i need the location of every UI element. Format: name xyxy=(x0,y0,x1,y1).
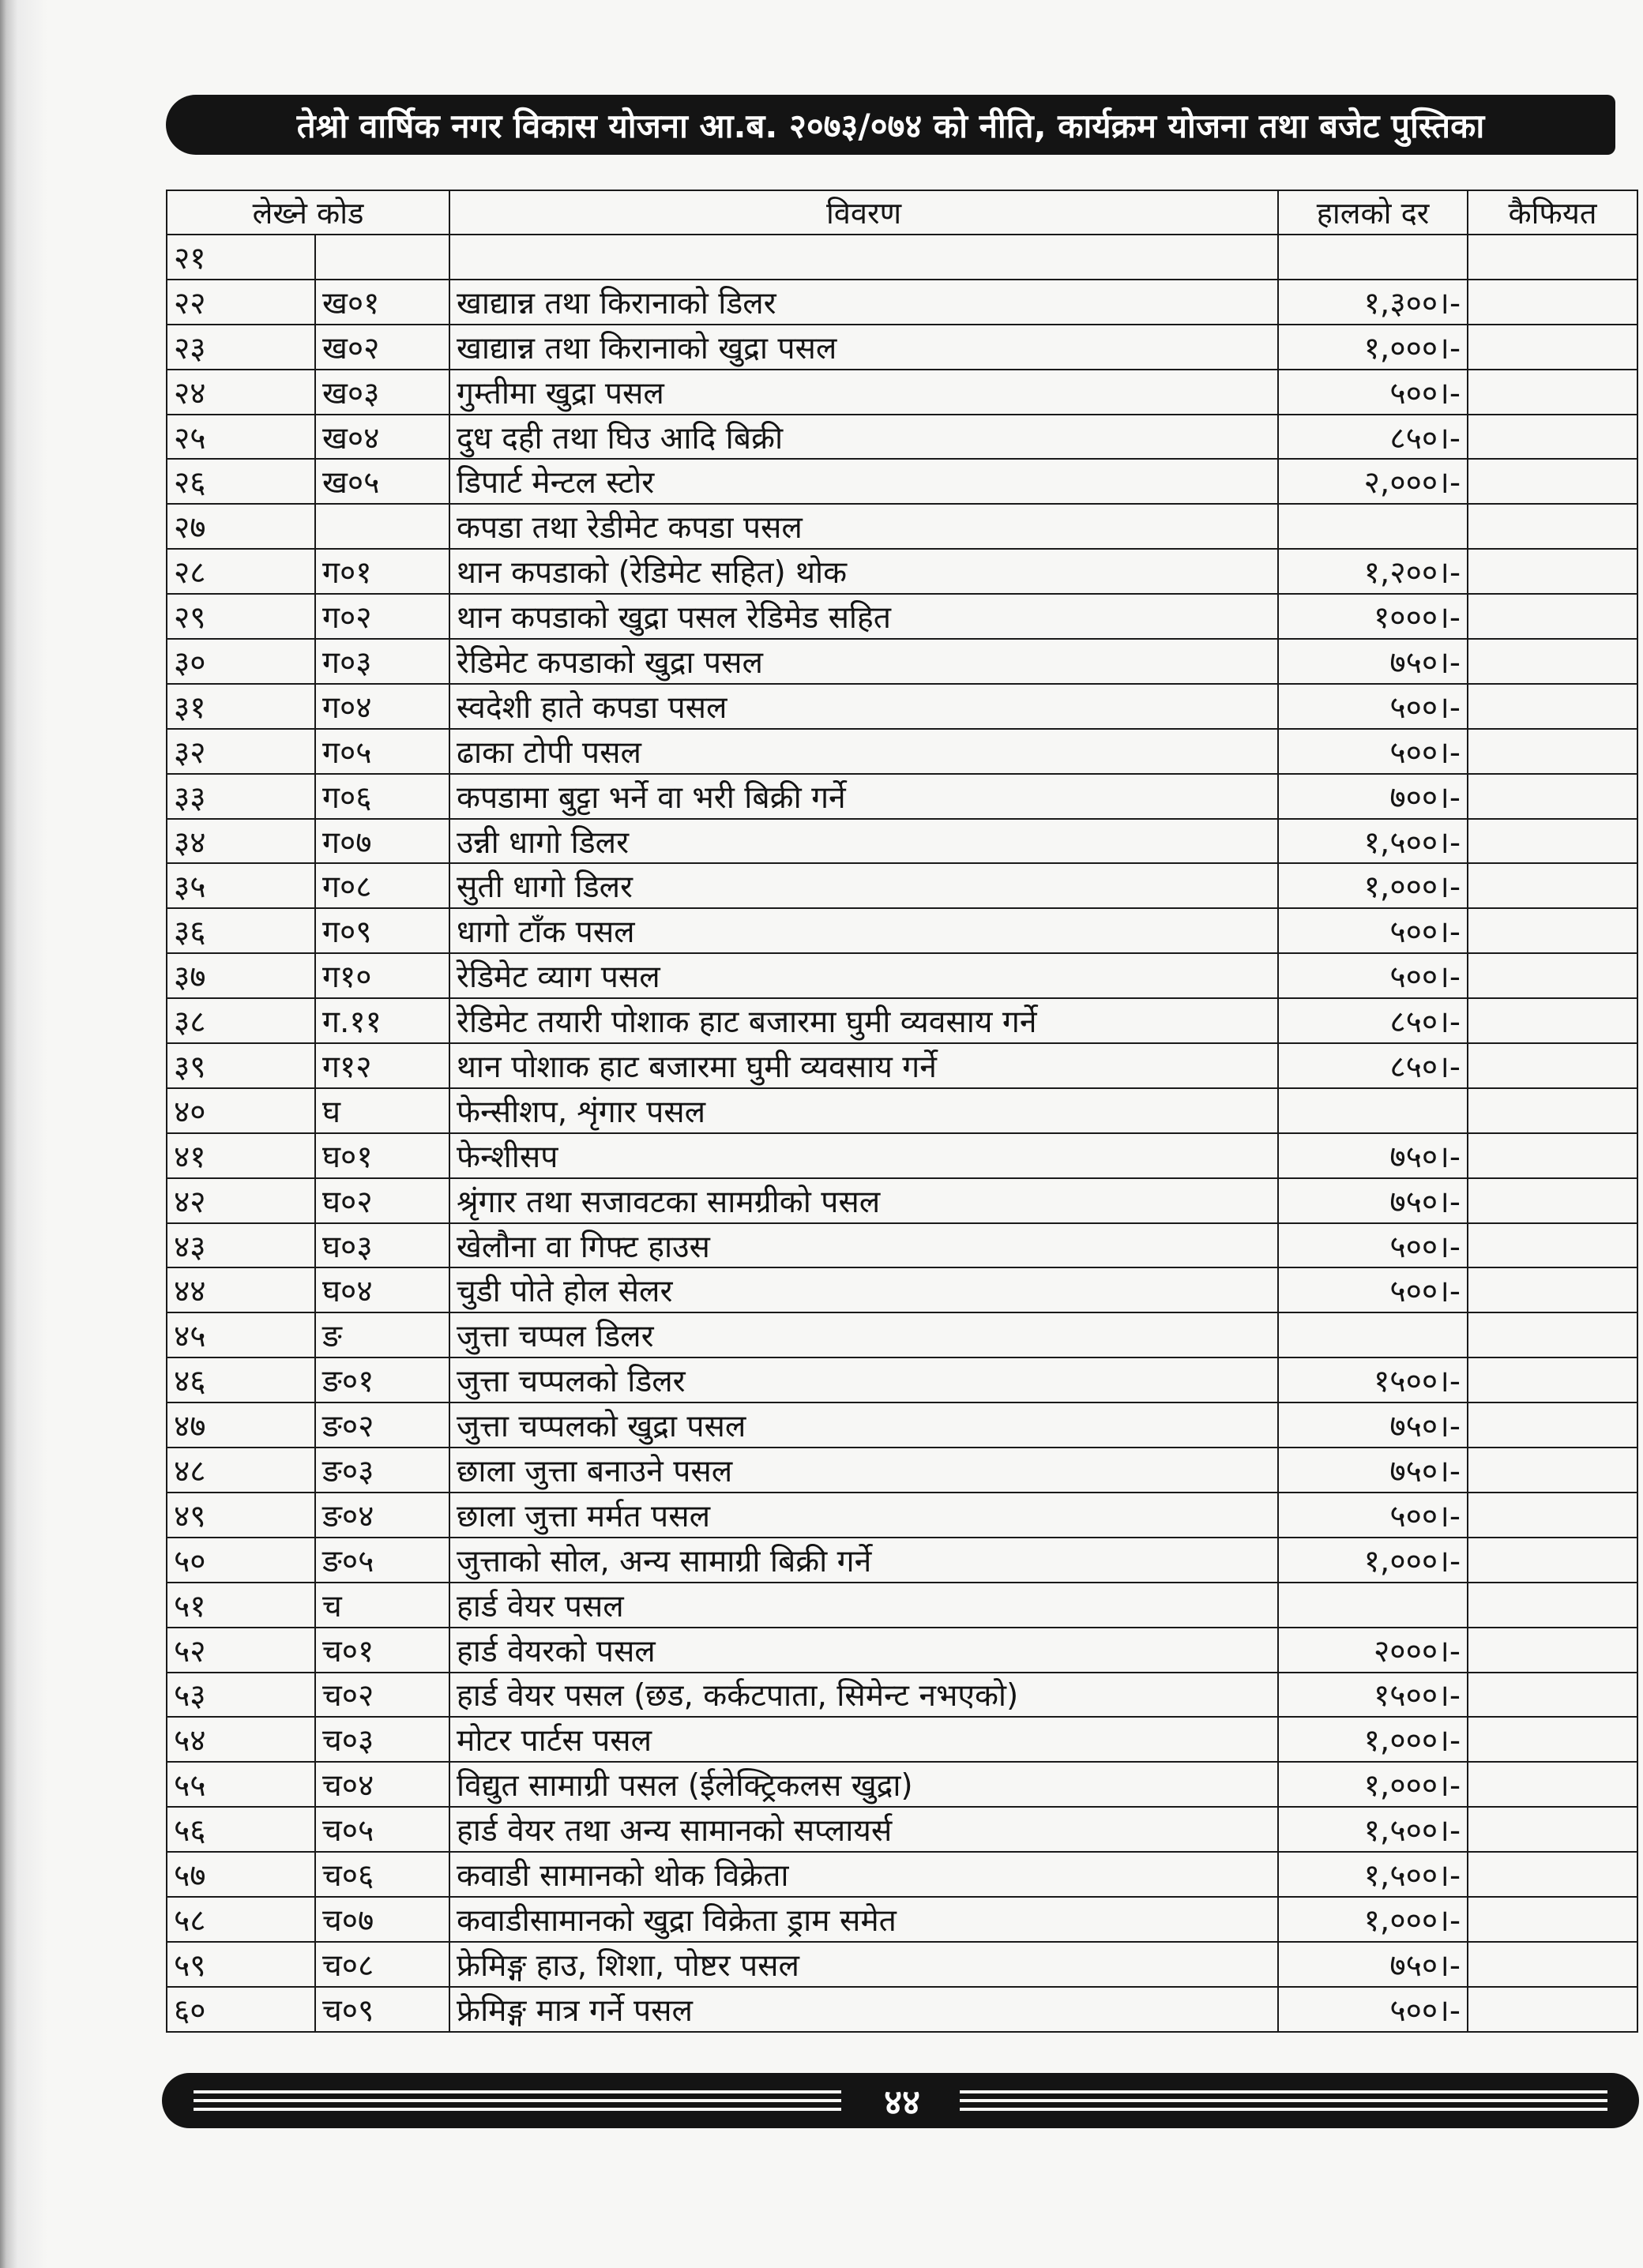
remarks-cell xyxy=(1468,1357,1637,1402)
row-number-cell: ४९ xyxy=(167,1493,315,1538)
table-row xyxy=(167,1223,1637,1268)
description-cell: चुडी पोते होल सेलर xyxy=(449,1267,1278,1312)
account-code-cell: घ०२ xyxy=(315,1178,449,1223)
table-row xyxy=(167,325,1637,370)
remarks-cell xyxy=(1468,325,1637,370)
account-code-cell: ख०३ xyxy=(315,370,449,415)
account-code-cell: च xyxy=(315,1583,449,1628)
description-cell: हार्ड वेयर पसल (छड, कर्कटपाता, सिमेन्ट नभएको) xyxy=(449,1673,1278,1718)
account-code-cell: ग०३ xyxy=(315,639,449,684)
account-code-cell: ग०४ xyxy=(315,684,449,729)
page-title: तेश्रो वार्षिक नगर विकास योजना आ.ब. २०७३/०७४ को नीति, कार्यक्रम योजना तथा बजेट पुस्तिका xyxy=(296,106,1485,145)
description-cell: हार्ड वेयर पसल xyxy=(449,1583,1278,1628)
account-code-cell: ङ०३ xyxy=(315,1448,449,1493)
remarks-cell xyxy=(1468,1133,1637,1178)
table-row xyxy=(167,998,1637,1043)
row-number-cell: २८ xyxy=(167,549,315,594)
description-cell: खेलौना वा गिफ्ट हाउस xyxy=(449,1223,1278,1268)
table-row xyxy=(167,549,1637,594)
rate-cell: ७५०।- xyxy=(1278,1942,1468,1987)
row-number-cell: ४२ xyxy=(167,1178,315,1223)
account-code-cell: घ xyxy=(315,1088,449,1133)
description-cell: दुध दही तथा घिउ आदि बिक्री xyxy=(449,415,1278,460)
remarks-cell xyxy=(1468,1312,1637,1357)
remarks-cell xyxy=(1468,1762,1637,1807)
row-number-cell: ४० xyxy=(167,1088,315,1133)
table-row xyxy=(167,1357,1637,1402)
description-cell: जुत्ताको सोल, अन्य सामाग्री बिक्री गर्ने xyxy=(449,1538,1278,1583)
table-row xyxy=(167,1267,1637,1312)
table-row xyxy=(167,639,1637,684)
description-cell: स्वदेशी हाते कपडा पसल xyxy=(449,684,1278,729)
description-cell: खाद्यान्न तथा किरानाको डिलर xyxy=(449,280,1278,325)
description-cell: रेडिमेट कपडाको खुद्रा पसल xyxy=(449,639,1278,684)
remarks-cell xyxy=(1468,1987,1637,2032)
remarks-cell xyxy=(1468,908,1637,953)
remarks-cell xyxy=(1468,729,1637,774)
row-number-cell: २३ xyxy=(167,325,315,370)
account-code-cell: ग०९ xyxy=(315,908,449,953)
remarks-cell xyxy=(1468,1267,1637,1312)
footer-rule xyxy=(194,2090,841,2093)
description-cell: धागो टाँक पसल xyxy=(449,908,1278,953)
rate-cell: ५००।- xyxy=(1278,684,1468,729)
rate-cell: १,०००।- xyxy=(1278,863,1468,908)
row-number-cell: ३३ xyxy=(167,774,315,819)
row-number-cell: ६० xyxy=(167,1987,315,2032)
rate-cell: ७५०।- xyxy=(1278,1402,1468,1448)
table-row xyxy=(167,370,1637,415)
account-code-cell: ख०२ xyxy=(315,325,449,370)
description-cell: हार्ड वेयरको पसल xyxy=(449,1628,1278,1673)
remarks-cell xyxy=(1468,1897,1637,1942)
table-row xyxy=(167,1717,1637,1762)
table-row xyxy=(167,1583,1637,1628)
remarks-cell xyxy=(1468,549,1637,594)
remarks-cell xyxy=(1468,235,1637,280)
row-number-cell: ५५ xyxy=(167,1762,315,1807)
account-code-cell: ख०५ xyxy=(315,459,449,504)
remarks-cell xyxy=(1468,998,1637,1043)
rate-cell: ५००।- xyxy=(1278,1987,1468,2032)
account-code-cell: ग०१ xyxy=(315,549,449,594)
page-binding-edge xyxy=(0,0,47,2268)
rate-cell: ५००।- xyxy=(1278,729,1468,774)
rate-cell: १,०००।- xyxy=(1278,1897,1468,1942)
row-number-cell: ४५ xyxy=(167,1312,315,1357)
row-number-cell: ३२ xyxy=(167,729,315,774)
description-cell: फेन्सीशप, शृंगार पसल xyxy=(449,1088,1278,1133)
remarks-cell xyxy=(1468,415,1637,460)
account-code-cell: घ०३ xyxy=(315,1223,449,1268)
account-code-cell: ग०५ xyxy=(315,729,449,774)
table-row xyxy=(167,684,1637,729)
remarks-cell xyxy=(1468,1448,1637,1493)
description-cell: छाला जुत्ता बनाउने पसल xyxy=(449,1448,1278,1493)
remarks-cell xyxy=(1468,280,1637,325)
account-code-cell: च०५ xyxy=(315,1807,449,1852)
row-number-cell: ३६ xyxy=(167,908,315,953)
rate-cell: १५००।- xyxy=(1278,1357,1468,1402)
row-number-cell: ३१ xyxy=(167,684,315,729)
remarks-cell xyxy=(1468,1178,1637,1223)
remarks-cell xyxy=(1468,1942,1637,1987)
remarks-cell xyxy=(1468,1628,1637,1673)
account-code-cell: ङ०१ xyxy=(315,1357,449,1402)
description-cell: रेडिमेट तयारी पोशाक हाट बजारमा घुमी व्यवसाय गर्ने xyxy=(449,998,1278,1043)
row-number-cell: २४ xyxy=(167,370,315,415)
rate-cell xyxy=(1278,235,1468,280)
table-row xyxy=(167,1897,1637,1942)
account-code-cell: ग१० xyxy=(315,953,449,998)
remarks-cell xyxy=(1468,1043,1637,1088)
rate-cell: ७५०।- xyxy=(1278,1448,1468,1493)
account-code-cell: च०७ xyxy=(315,1897,449,1942)
description-cell: थान कपडाको खुद्रा पसल रेडिमेड सहित xyxy=(449,594,1278,639)
page-number: ४४ xyxy=(851,2073,953,2128)
account-code-cell: च०२ xyxy=(315,1673,449,1718)
rate-cell: २,०००।- xyxy=(1278,459,1468,504)
header-description: विवरण xyxy=(449,190,1278,235)
rate-cell: ५००।- xyxy=(1278,908,1468,953)
description-cell: मोटर पार्टस पसल xyxy=(449,1717,1278,1762)
account-code-cell: च०४ xyxy=(315,1762,449,1807)
description-cell: जुत्ता चप्पलको डिलर xyxy=(449,1357,1278,1402)
header-remarks: कैफियत xyxy=(1468,190,1637,235)
header-banner xyxy=(166,95,1615,155)
rate-cell: ७५०।- xyxy=(1278,1133,1468,1178)
description-cell: थान कपडाको (रेडिमेट सहित) थोक xyxy=(449,549,1278,594)
description-cell: जुत्ता चप्पलको खुद्रा पसल xyxy=(449,1402,1278,1448)
footer-rule xyxy=(194,2108,841,2111)
remarks-cell xyxy=(1468,459,1637,504)
rate-cell: १,५००।- xyxy=(1278,1852,1468,1897)
remarks-cell xyxy=(1468,1583,1637,1628)
description-cell: जुत्ता चप्पल डिलर xyxy=(449,1312,1278,1357)
row-number-cell: ५८ xyxy=(167,1897,315,1942)
description-cell: हार्ड वेयर तथा अन्य सामानको सप्लायर्स xyxy=(449,1807,1278,1852)
row-number-cell: २९ xyxy=(167,594,315,639)
account-code-cell: च०१ xyxy=(315,1628,449,1673)
table-row xyxy=(167,1538,1637,1583)
table-row xyxy=(167,819,1637,864)
remarks-cell xyxy=(1468,1223,1637,1268)
row-number-cell: ४८ xyxy=(167,1448,315,1493)
description-cell: सुती धागो डिलर xyxy=(449,863,1278,908)
rate-cell: १,०००।- xyxy=(1278,1762,1468,1807)
remarks-cell xyxy=(1468,774,1637,819)
rate-cell: १५००।- xyxy=(1278,1673,1468,1718)
description-cell: फ्रेमिङ्ग हाउ, शिशा, पोष्टर पसल xyxy=(449,1942,1278,1987)
description-cell: उन्नी धागो डिलर xyxy=(449,819,1278,864)
remarks-cell xyxy=(1468,863,1637,908)
tax-rate-table xyxy=(166,190,1638,2033)
rate-cell: २०००।- xyxy=(1278,1628,1468,1673)
table-row xyxy=(167,1987,1637,2032)
description-cell: कपडा तथा रेडीमेट कपडा पसल xyxy=(449,504,1278,549)
header-rate: हालको दर xyxy=(1278,190,1468,235)
rate-cell: १,५००।- xyxy=(1278,1807,1468,1852)
row-number-cell: २२ xyxy=(167,280,315,325)
row-number-cell: ५१ xyxy=(167,1583,315,1628)
description-cell: कवाडीसामानको खुद्रा विक्रेता ड्राम समेत xyxy=(449,1897,1278,1942)
account-code-cell: ग.११ xyxy=(315,998,449,1043)
table-row xyxy=(167,1402,1637,1448)
account-code-cell: ग०२ xyxy=(315,594,449,639)
remarks-cell xyxy=(1468,1717,1637,1762)
rate-cell: १,३००।- xyxy=(1278,280,1468,325)
remarks-cell xyxy=(1468,1538,1637,1583)
table-row xyxy=(167,1673,1637,1718)
account-code-cell: ङ०५ xyxy=(315,1538,449,1583)
rate-cell: १०००।- xyxy=(1278,594,1468,639)
remarks-cell xyxy=(1468,1088,1637,1133)
table-row xyxy=(167,774,1637,819)
account-code-cell: ङ०४ xyxy=(315,1493,449,1538)
table-row xyxy=(167,729,1637,774)
description-cell: ढाका टोपी पसल xyxy=(449,729,1278,774)
account-code-cell: ग०७ xyxy=(315,819,449,864)
description-cell: श्रृंगार तथा सजावटका सामग्रीको पसल xyxy=(449,1178,1278,1223)
row-number-cell: ४१ xyxy=(167,1133,315,1178)
table-row xyxy=(167,1807,1637,1852)
account-code-cell: ङ०२ xyxy=(315,1402,449,1448)
rate-cell: ७००।- xyxy=(1278,774,1468,819)
rate-cell: १,०००।- xyxy=(1278,1717,1468,1762)
table-row xyxy=(167,1448,1637,1493)
remarks-cell xyxy=(1468,639,1637,684)
table-body xyxy=(167,235,1637,2032)
remarks-cell xyxy=(1468,370,1637,415)
rate-cell: १,५००।- xyxy=(1278,819,1468,864)
table-row xyxy=(167,1133,1637,1178)
footer-rule xyxy=(960,2090,1607,2093)
table-row xyxy=(167,863,1637,908)
table-row xyxy=(167,594,1637,639)
row-number-cell: ३४ xyxy=(167,819,315,864)
account-code-cell: च०८ xyxy=(315,1942,449,1987)
row-number-cell: ५२ xyxy=(167,1628,315,1673)
rate-cell xyxy=(1278,1088,1468,1133)
account-code-cell: ख०४ xyxy=(315,415,449,460)
table-row xyxy=(167,1762,1637,1807)
table-row xyxy=(167,1043,1637,1088)
row-number-cell: ५६ xyxy=(167,1807,315,1852)
remarks-cell xyxy=(1468,1402,1637,1448)
rate-cell: १,०००।- xyxy=(1278,325,1468,370)
row-number-cell: ३० xyxy=(167,639,315,684)
row-number-cell: २५ xyxy=(167,415,315,460)
table-row xyxy=(167,459,1637,504)
remarks-cell xyxy=(1468,684,1637,729)
row-number-cell: ३९ xyxy=(167,1043,315,1088)
account-code-cell: च०९ xyxy=(315,1987,449,2032)
row-number-cell: २७ xyxy=(167,504,315,549)
table-row xyxy=(167,1852,1637,1897)
row-number-cell: ४४ xyxy=(167,1267,315,1312)
row-number-cell: ४३ xyxy=(167,1223,315,1268)
table-row xyxy=(167,415,1637,460)
account-code-cell: ख०१ xyxy=(315,280,449,325)
row-number-cell: ४६ xyxy=(167,1357,315,1402)
account-code-cell: ग०६ xyxy=(315,774,449,819)
remarks-cell xyxy=(1468,504,1637,549)
description-cell: डिपार्ट मेन्टल स्टोर xyxy=(449,459,1278,504)
account-code-cell: ग१२ xyxy=(315,1043,449,1088)
account-code-cell xyxy=(315,504,449,549)
row-number-cell: ५० xyxy=(167,1538,315,1583)
rate-cell: ८५०।- xyxy=(1278,1043,1468,1088)
table-row xyxy=(167,1493,1637,1538)
description-cell: गुम्तीमा खुद्रा पसल xyxy=(449,370,1278,415)
rate-cell: ५००।- xyxy=(1278,370,1468,415)
rate-cell: ५००।- xyxy=(1278,1223,1468,1268)
table-row xyxy=(167,1942,1637,1987)
row-number-cell: ४७ xyxy=(167,1402,315,1448)
table-row xyxy=(167,1312,1637,1357)
row-number-cell: ३७ xyxy=(167,953,315,998)
remarks-cell xyxy=(1468,1852,1637,1897)
table-row xyxy=(167,908,1637,953)
description-cell: खाद्यान्न तथा किरानाको खुद्रा पसल xyxy=(449,325,1278,370)
row-number-cell: २६ xyxy=(167,459,315,504)
footer-rule xyxy=(194,2099,841,2102)
rate-cell: ७५०।- xyxy=(1278,1178,1468,1223)
rate-cell: ८५०।- xyxy=(1278,998,1468,1043)
rate-cell: ८५०।- xyxy=(1278,415,1468,460)
description-cell xyxy=(449,235,1278,280)
header-code: लेख्ने कोड xyxy=(167,190,449,235)
row-number-cell: ५९ xyxy=(167,1942,315,1987)
rate-cell: ५००।- xyxy=(1278,953,1468,998)
rate-cell xyxy=(1278,1312,1468,1357)
description-cell: कवाडी सामानको थोक विक्रेता xyxy=(449,1852,1278,1897)
description-cell: थान पोशाक हाट बजारमा घुमी व्यवसाय गर्ने xyxy=(449,1043,1278,1088)
rate-cell: ७५०।- xyxy=(1278,639,1468,684)
rate-cell: १,०००।- xyxy=(1278,1538,1468,1583)
row-number-cell: २१ xyxy=(167,235,315,280)
table-row xyxy=(167,280,1637,325)
remarks-cell xyxy=(1468,1807,1637,1852)
table-header-row xyxy=(167,190,1637,235)
account-code-cell: घ०१ xyxy=(315,1133,449,1178)
rate-cell: ५००।- xyxy=(1278,1493,1468,1538)
rate-cell: १,२००।- xyxy=(1278,549,1468,594)
table-row xyxy=(167,504,1637,549)
account-code-cell: ग०८ xyxy=(315,863,449,908)
table-row xyxy=(167,1178,1637,1223)
row-number-cell: ३८ xyxy=(167,998,315,1043)
account-code-cell: च०६ xyxy=(315,1852,449,1897)
description-cell: छाला जुत्ता मर्मत पसल xyxy=(449,1493,1278,1538)
account-code-cell: घ०४ xyxy=(315,1267,449,1312)
table-row xyxy=(167,1088,1637,1133)
row-number-cell: ५४ xyxy=(167,1717,315,1762)
description-cell: कपडामा बुट्टा भर्ने वा भरी बिक्री गर्ने xyxy=(449,774,1278,819)
rate-cell xyxy=(1278,504,1468,549)
table-row xyxy=(167,953,1637,998)
table-row xyxy=(167,235,1637,280)
remarks-cell xyxy=(1468,594,1637,639)
account-code-cell: ङ xyxy=(315,1312,449,1357)
description-cell: फ्रेमिङ्ग मात्र गर्ने पसल xyxy=(449,1987,1278,2032)
description-cell: फेन्शीसप xyxy=(449,1133,1278,1178)
description-cell: रेडिमेट व्याग पसल xyxy=(449,953,1278,998)
account-code-cell xyxy=(315,235,449,280)
remarks-cell xyxy=(1468,1493,1637,1538)
remarks-cell xyxy=(1468,819,1637,864)
description-cell: विद्युत सामाग्री पसल (ईलेक्ट्रिकलस खुद्रा) xyxy=(449,1762,1278,1807)
footer-rule xyxy=(960,2099,1607,2102)
row-number-cell: ५३ xyxy=(167,1673,315,1718)
remarks-cell xyxy=(1468,1673,1637,1718)
rate-cell: ५००।- xyxy=(1278,1267,1468,1312)
rate-cell xyxy=(1278,1583,1468,1628)
table-row xyxy=(167,1628,1637,1673)
row-number-cell: ३५ xyxy=(167,863,315,908)
remarks-cell xyxy=(1468,953,1637,998)
row-number-cell: ५७ xyxy=(167,1852,315,1897)
footer-rule xyxy=(960,2108,1607,2111)
account-code-cell: च०३ xyxy=(315,1717,449,1762)
